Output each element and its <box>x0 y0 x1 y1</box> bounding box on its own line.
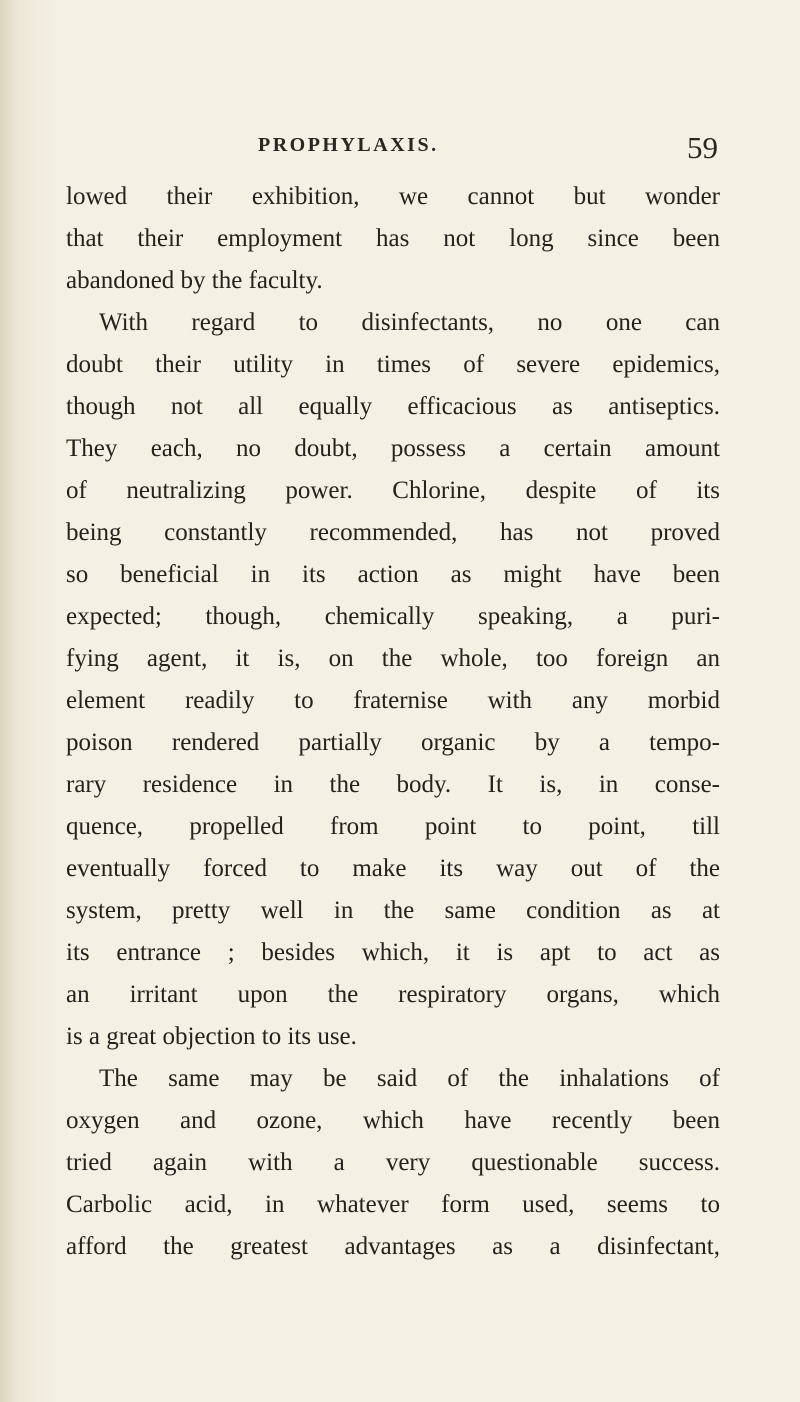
text-line: an irritant upon the respiratory organs, which <box>66 981 720 1008</box>
page-number: 59 <box>687 130 718 165</box>
running-title: PROPHYLAXIS. <box>258 134 439 156</box>
text-line: poison rendered partially organic by a tempo- <box>66 729 720 756</box>
text-line: fying agent, it is, on the whole, too foreign an <box>66 645 720 672</box>
text-line: Carbolic acid, in whatever form used, seems to <box>66 1191 720 1218</box>
text-line: element readily to fraternise with any morbid <box>66 687 720 714</box>
text-line: With regard to disinfectants, no one can <box>99 309 720 336</box>
body-text <box>66 176 720 1268</box>
text-line: abandoned by the faculty. <box>66 267 323 294</box>
text-line: is a great objection to its use. <box>66 1023 357 1050</box>
text-line: lowed their exhibition, we cannot but wonder <box>66 183 720 210</box>
text-line: They each, no doubt, possess a certain amount <box>66 435 720 462</box>
text-line: eventually forced to make its way out of the <box>66 855 720 882</box>
text-line: of neutralizing power. Chlorine, despite of its <box>66 477 720 504</box>
text-line: its entrance ; besides which, it is apt to act as <box>66 939 720 966</box>
text-line: tried again with a very questionable success. <box>66 1149 720 1176</box>
text-line: afford the greatest advantages as a disinfectant, <box>66 1233 720 1260</box>
text-line: being constantly recommended, has not proved <box>66 519 720 546</box>
text-line: quence, propelled from point to point, till <box>66 813 720 840</box>
text-line: rary residence in the body. It is, in conse- <box>66 771 720 798</box>
text-line: so beneficial in its action as might have been <box>66 561 720 588</box>
text-line: system, pretty well in the same condition as at <box>66 897 720 924</box>
text-line: The same may be said of the inhalations of <box>99 1065 720 1092</box>
text-line: that their employment has not long since been <box>66 225 720 252</box>
text-line: doubt their utility in times of severe epidemics, <box>66 351 720 378</box>
running-head <box>258 130 718 170</box>
text-line: oxygen and ozone, which have recently been <box>66 1107 720 1134</box>
text-line: expected; though, chemically speaking, a puri- <box>66 603 720 630</box>
text-line: though not all equally efficacious as antiseptics. <box>66 393 720 420</box>
